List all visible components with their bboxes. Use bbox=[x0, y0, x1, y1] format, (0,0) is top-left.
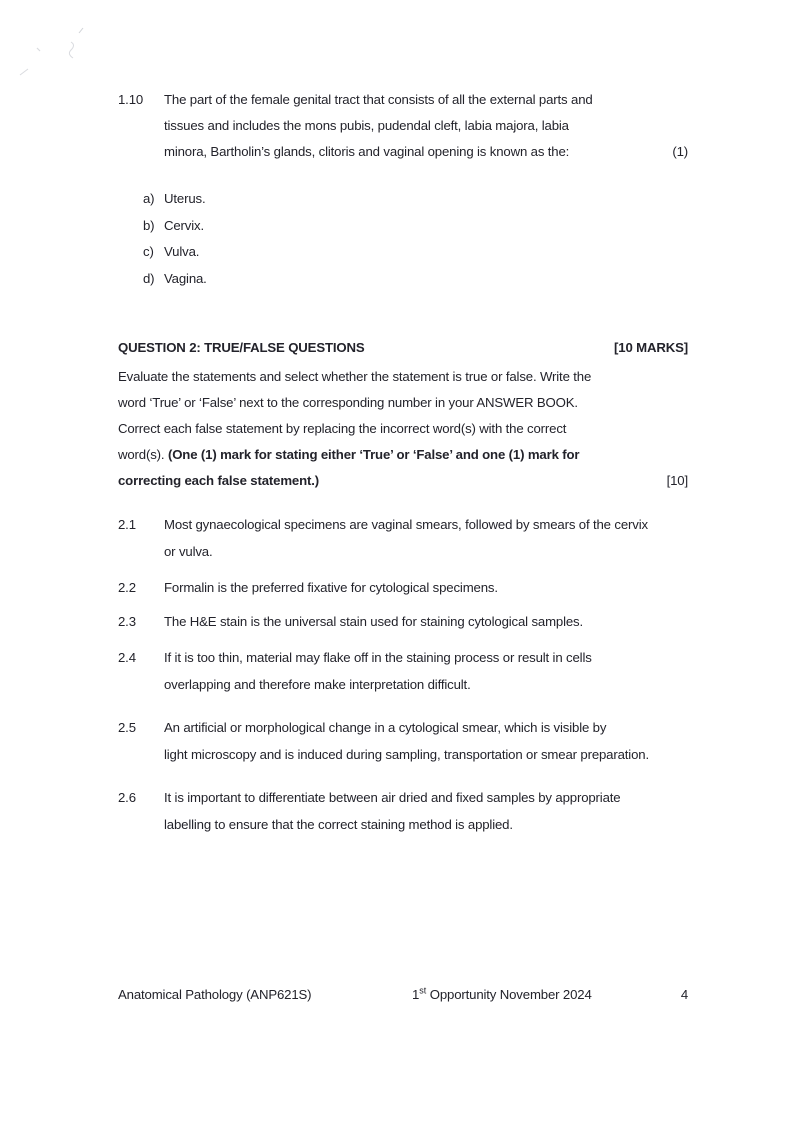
footer-page-number: 4 bbox=[680, 987, 688, 1002]
question-line: minora, Bartholin’s glands, clitoris and vaginal opening is known as the: bbox=[164, 144, 570, 159]
option-c bbox=[143, 239, 207, 266]
intro-line: word ‘True’ or ‘False’ next to the corresponding number in your ANSWER BOOK. bbox=[118, 395, 578, 410]
option-letter: d) bbox=[143, 270, 155, 286]
statement-number: 2.4 bbox=[118, 650, 136, 665]
question-1-10 bbox=[118, 87, 688, 165]
question-2-intro bbox=[118, 364, 688, 494]
intro-line: Evaluate the statements and select whether the statement is true or false. Write the bbox=[118, 369, 592, 384]
question-2-heading bbox=[118, 335, 688, 361]
question-number: 1.10 bbox=[118, 92, 144, 107]
statement-2-3 bbox=[118, 609, 583, 636]
statement-number: 2.5 bbox=[118, 720, 136, 735]
statement-2-5 bbox=[118, 715, 649, 768]
scan-artifact-marks bbox=[0, 0, 130, 95]
statement-text: It is important to differentiate between air dried and fixed samples by appropriate labelling to ensure that the correct staining method is applied. bbox=[164, 790, 621, 832]
statement-text: Formalin is the preferred fixative for cytological specimens. bbox=[164, 580, 498, 595]
statement-2-4 bbox=[118, 645, 592, 698]
statement-text: An artificial or morphological change in a cytological smear, which is visible by light microscopy and is induced during sampling, transportation or smear preparation. bbox=[164, 720, 649, 762]
option-a bbox=[143, 186, 207, 213]
statement-text: Most gynaecological specimens are vaginal smears, followed by smears of the cervix or vulva. bbox=[164, 517, 648, 559]
section-marks: [10 MARKS] bbox=[614, 340, 688, 355]
intro-line: correcting each false statement.) bbox=[118, 473, 319, 488]
statement-number: 2.1 bbox=[118, 517, 136, 532]
question-1-10-options bbox=[143, 186, 207, 292]
question-2-total-mark: [10] bbox=[666, 473, 688, 488]
statement-text: The H&E stain is the universal stain used for staining cytological samples. bbox=[164, 614, 584, 629]
statement-text: If it is too thin, material may flake off in the staining process or result in cells overlapping and therefore make interpretation difficult. bbox=[164, 650, 592, 692]
statement-number: 2.3 bbox=[118, 614, 136, 629]
intro-line: Correct each false statement by replacing the incorrect word(s) with the correct bbox=[118, 421, 567, 436]
intro-line: word(s). (One (1) mark for stating either ‘True’ or ‘False’ and one (1) mark for bbox=[118, 447, 580, 462]
question-line: tissues and includes the mons pubis, pudendal cleft, labia majora, labia bbox=[164, 118, 569, 133]
option-b bbox=[143, 213, 207, 240]
option-text: Vulva. bbox=[164, 244, 200, 260]
section-title: QUESTION 2: TRUE/FALSE QUESTIONS bbox=[118, 340, 365, 355]
question-1-10-mark: (1) bbox=[672, 144, 688, 159]
question-line: The part of the female genital tract that consists of all the external parts and bbox=[164, 92, 593, 107]
option-text: Vagina. bbox=[164, 270, 207, 286]
footer-session: 1st Opportunity November 2024 bbox=[412, 985, 592, 1002]
statement-2-6 bbox=[118, 785, 620, 838]
statement-number: 2.2 bbox=[118, 580, 136, 595]
statement-2-1 bbox=[118, 512, 648, 565]
option-letter: b) bbox=[143, 217, 155, 233]
option-d bbox=[143, 266, 207, 293]
statement-number: 2.6 bbox=[118, 790, 136, 805]
footer-course: Anatomical Pathology (ANP621S) bbox=[118, 987, 312, 1002]
option-letter: a) bbox=[143, 191, 155, 206]
option-letter: c) bbox=[143, 244, 154, 260]
option-text: Uterus. bbox=[164, 191, 206, 206]
option-text: Cervix. bbox=[164, 217, 204, 233]
statement-2-2 bbox=[118, 575, 498, 602]
question-text bbox=[164, 87, 688, 165]
